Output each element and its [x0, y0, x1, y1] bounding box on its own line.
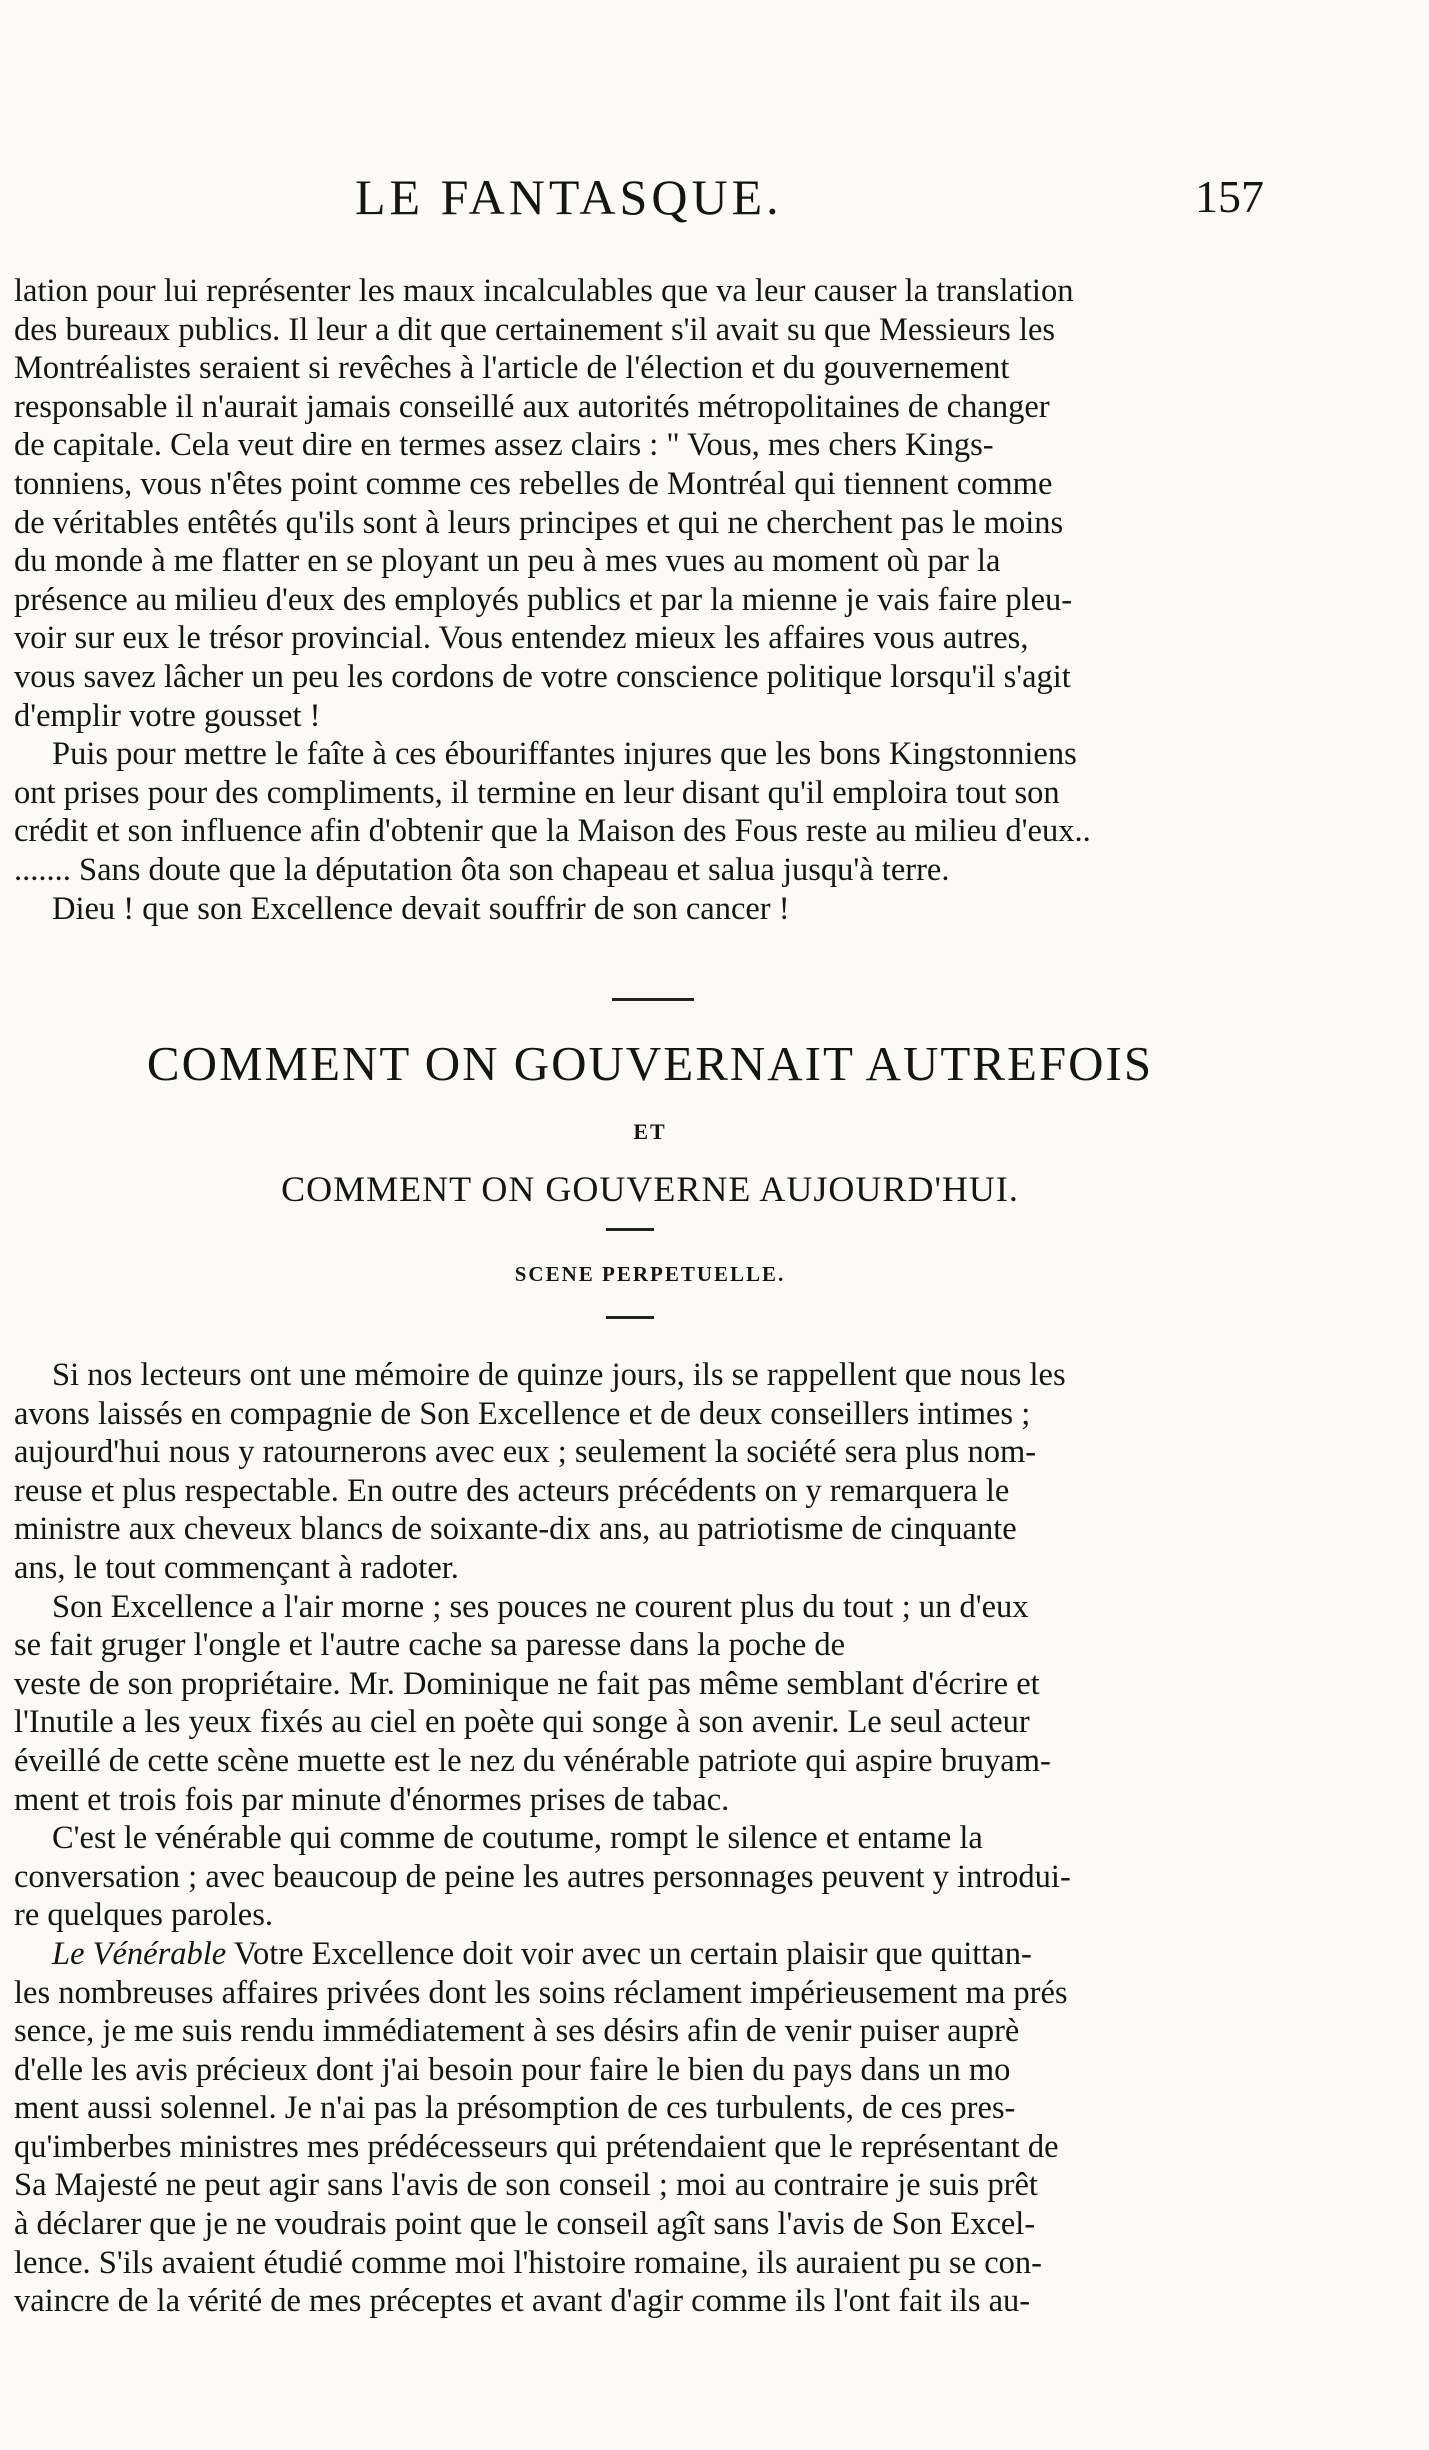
- text-line: Montréalistes seraient si revêches à l'article de l'élection et du gouvernement: [14, 350, 1010, 387]
- text-line: Sa Majesté ne peut agir sans l'avis de son conseil ; moi au contraire je suis prêt: [14, 2167, 1038, 2204]
- text-line: des bureaux publics. Il leur a dit que certainement s'il avait su que Messieurs les: [14, 311, 1056, 348]
- article-conjunction: ET: [633, 1119, 667, 1144]
- text-line: ans, le tout commençant à radoter.: [14, 1549, 459, 1586]
- text-line: ment aussi solennel. Je n'ai pas la présomption de ces turbulents, de ces pres-: [14, 2090, 1016, 2127]
- text-line: veste de son propriétaire. Mr. Dominique ne fait pas même semblant d'écrire et: [14, 1665, 1040, 1702]
- text-line: lence. S'ils avaient étudié comme moi l'histoire romaine, ils auraient pu se con-: [14, 2244, 1042, 2281]
- text-line: lation pour lui représenter les maux incalculables que va leur causer la translation: [14, 273, 1074, 309]
- scene-divider: [606, 1316, 654, 1319]
- text-line: sence, je me suis rendu immédiatement à ses désirs afin de venir puiser auprè: [14, 2013, 1020, 2050]
- text-line: aujourd'hui nous y ratournerons avec eux ; seulement la société sera plus nom-: [14, 1434, 1037, 1471]
- text-line: de véritables entêtés qu'ils sont à leurs principes et qui ne cherchent pas le moins: [14, 504, 1064, 541]
- speaker-label: Le Vénérable: [52, 1935, 227, 1972]
- text-line: présence au milieu d'eux des employés publics et par la mienne je vais faire pleu-: [14, 581, 1073, 618]
- text-line: crédit et son influence afin d'obtenir que la Maison des Fous reste au milieu d'eux..: [14, 813, 1091, 850]
- scene-label: SCENE PERPETUELLE.: [514, 1262, 786, 1286]
- text-line: de capitale. Cela veut dire en termes assez clairs : " Vous, mes chers Kings-: [14, 427, 994, 464]
- page-number: 157: [1195, 171, 1264, 222]
- text-line: conversation ; avec beaucoup de peine les autres personnages peuvent y introdui-: [14, 1858, 1071, 1895]
- text-line: éveillé de cette scène muette est le nez du vénérable patriote qui aspire bruyam-: [14, 1742, 1051, 1779]
- text-line: ....... Sans doute que la députation ôta son chapeau et salua jusqu'à terre.: [14, 851, 950, 888]
- speaker-line: [14, 1935, 1294, 1974]
- text-line: C'est le vénérable qui comme de coutume, rompt le silence et entame la: [52, 1820, 983, 1857]
- text-line: reuse et plus respectable. En outre des acteurs précédents on y remarquera le: [14, 1472, 1010, 1509]
- text-line: ont prises pour des compliments, il termine en leur disant qu'il emploira tout son: [14, 774, 1060, 811]
- text-line: d'elle les avis précieux dont j'ai besoin pour faire le bien du pays dans un mo: [14, 2051, 1011, 2088]
- text-line: ment et trois fois par minute d'énormes prises de tabac.: [14, 1781, 730, 1818]
- text-line: les nombreuses affaires privées dont les soins réclament impérieusement ma prés: [14, 1974, 1068, 2011]
- opening-paragraphs: [14, 272, 1294, 928]
- text-line: ministre aux cheveux blancs de soixante-dix ans, au patriotisme de cinquante: [14, 1511, 1017, 1548]
- page-header: [0, 168, 1429, 228]
- text-line: vous savez lâcher un peu les cordons de votre conscience politique lorsqu'il s'agit: [14, 658, 1071, 695]
- text-line: Son Excellence a l'air morne ; ses pouces ne courent plus du tout ; un d'eux: [52, 1588, 1029, 1625]
- running-title: LE FANTASQUE.: [355, 169, 783, 225]
- text-line: re quelques paroles.: [14, 1897, 274, 1934]
- text-line: se fait gruger l'ongle et l'autre cache sa paresse dans la poche de: [14, 1627, 846, 1664]
- text-line: l'Inutile a les yeux fixés au ciel en poète qui songe à son avenir. Le seul acteur: [14, 1704, 1030, 1741]
- text-line: du monde à me flatter en se ployant un peu à mes vues au moment où par la: [14, 543, 1001, 580]
- article-subtitle: COMMENT ON GOUVERNE AUJOURD'HUI.: [281, 1169, 1019, 1209]
- section-divider: [612, 998, 694, 1001]
- subtitle-divider: [606, 1228, 654, 1231]
- text-line: Votre Excellence doit voir avec un certain plaisir que quittan-: [233, 1935, 1032, 1972]
- text-line: Si nos lecteurs ont une mémoire de quinze jours, ils se rappellent que nous les: [52, 1357, 1066, 1393]
- article-title: COMMENT ON GOUVERNAIT AUTREFOIS: [146, 1036, 1154, 1091]
- text-line: vaincre de la vérité de mes préceptes et avant d'agir comme ils l'ont fait ils au-: [14, 2283, 1031, 2320]
- text-line: avons laissés en compagnie de Son Excellence et de deux conseillers intimes ;: [14, 1395, 1031, 1432]
- text-line: Puis pour mettre le faîte à ces ébouriffantes injures que les bons Kingstonniens: [52, 736, 1077, 773]
- article-body: [14, 1356, 1294, 2321]
- text-line: tonniens, vous n'êtes point comme ces rebelles de Montréal qui tiennent comme: [14, 465, 1053, 502]
- text-line: responsable il n'aurait jamais conseillé aux autorités métropolitaines de changer: [14, 388, 1050, 425]
- text-line: d'emplir votre gousset !: [14, 697, 321, 734]
- text-line: Dieu ! que son Excellence devait souffrir de son cancer !: [52, 890, 790, 927]
- text-line: qu'imberbes ministres mes prédécesseurs qui prétendaient que le représentant de: [14, 2128, 1059, 2165]
- text-line: voir sur eux le trésor provincial. Vous entendez mieux les affaires vous autres,: [14, 620, 1029, 657]
- text-line: à déclarer que je ne voudrais point que le conseil agît sans l'avis de Son Excel-: [14, 2206, 1036, 2243]
